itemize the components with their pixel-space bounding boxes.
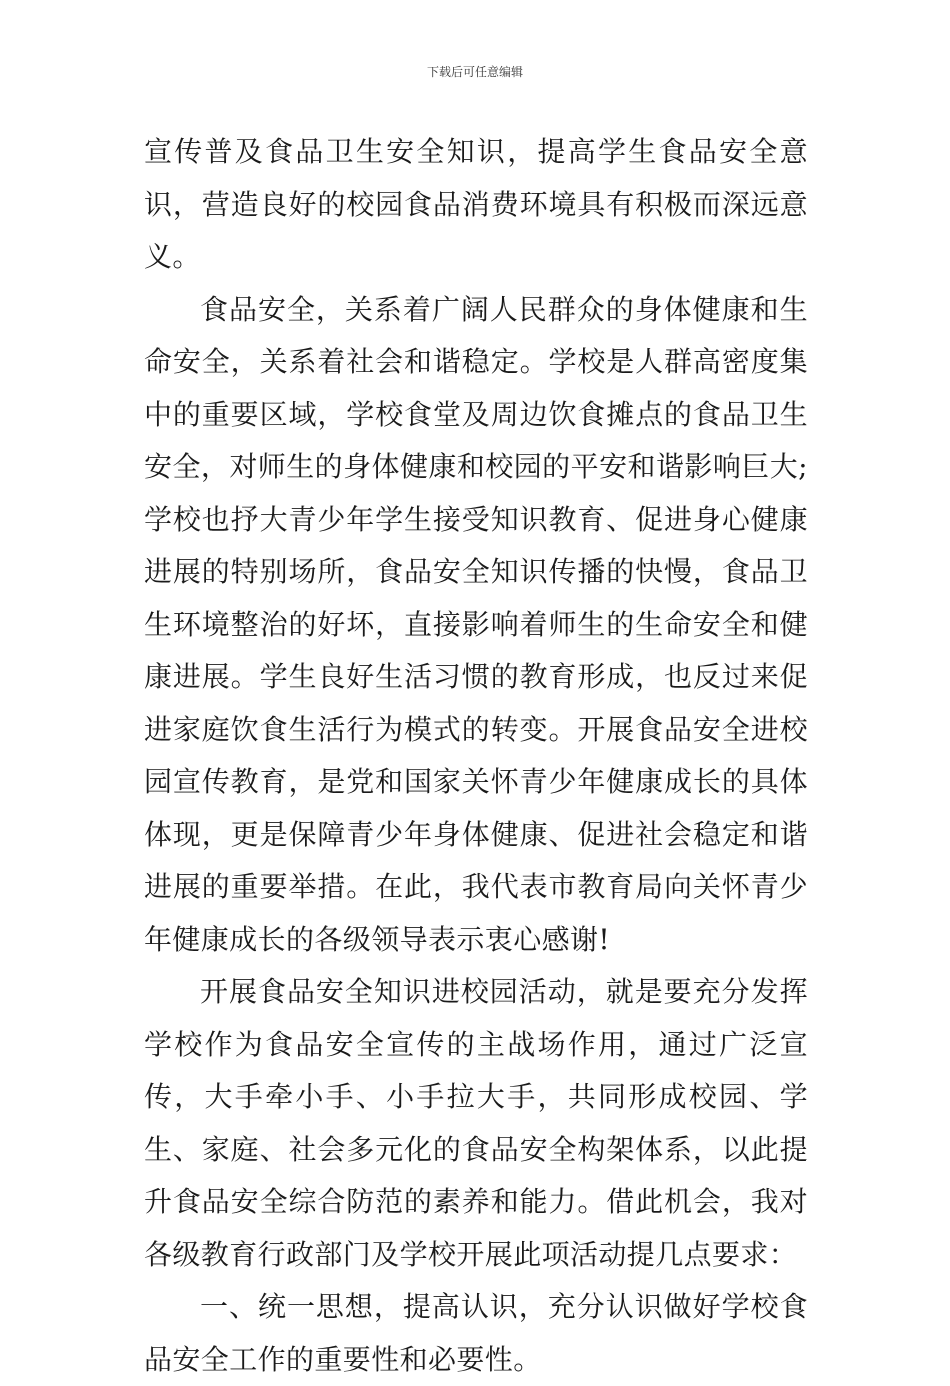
document-body — [144, 126, 808, 1386]
paragraph: 开展食品安全知识进校园活动，就是要充分发挥学校作为食品安全宣传的主战场作用，通过广泛宣传，大手牵小手、小手拉大手，共同形成校园、学生、家庭、社会多元化的食品安全构架体系，以此提升食品安全综合防范的素养和能力。借此机会，我对各级教育行政部门及学校开展此项活动提几点要求： — [144, 975, 808, 1271]
page-header: 下载后可任意编辑 — [426, 65, 523, 79]
paragraph: 宣传普及食品卫生安全知识，提高学生食品安全意识，营造良好的校园食品消费环境具有积极而深远意义。 — [144, 135, 808, 273]
paragraph: 一、统一思想，提高认识，充分认识做好学校食品安全工作的重要性和必要性。 — [144, 1290, 808, 1376]
paragraph: 食品安全，关系着广阔人民群众的身体健康和生命安全，关系着社会和谐稳定。学校是人群高密度集中的重要区域，学校食堂及周边饮食摊点的食品卫生安全，对师生的身体健康和校园的平安和谐影响巨大;学校也抒大青少年学生接受知识教育、促进身心健康进展的特别场所，食品安全知识传播的快慢，食品卫生环境整治的好坏，直接影响着师生的生命安全和健康进展。学生良好生活习惯的教育形成，也反过来促进家庭饮食生活行为模式的转变。开展食品安全进校园宣传教育，是党和国家关怀青少年健康成长的具体体现，更是保障青少年身体健康、促进社会稳定和谐进展的重要举措。在此，我代表市教育局向关怀青少年健康成长的各级领导表示衷心感谢! — [144, 292, 808, 956]
